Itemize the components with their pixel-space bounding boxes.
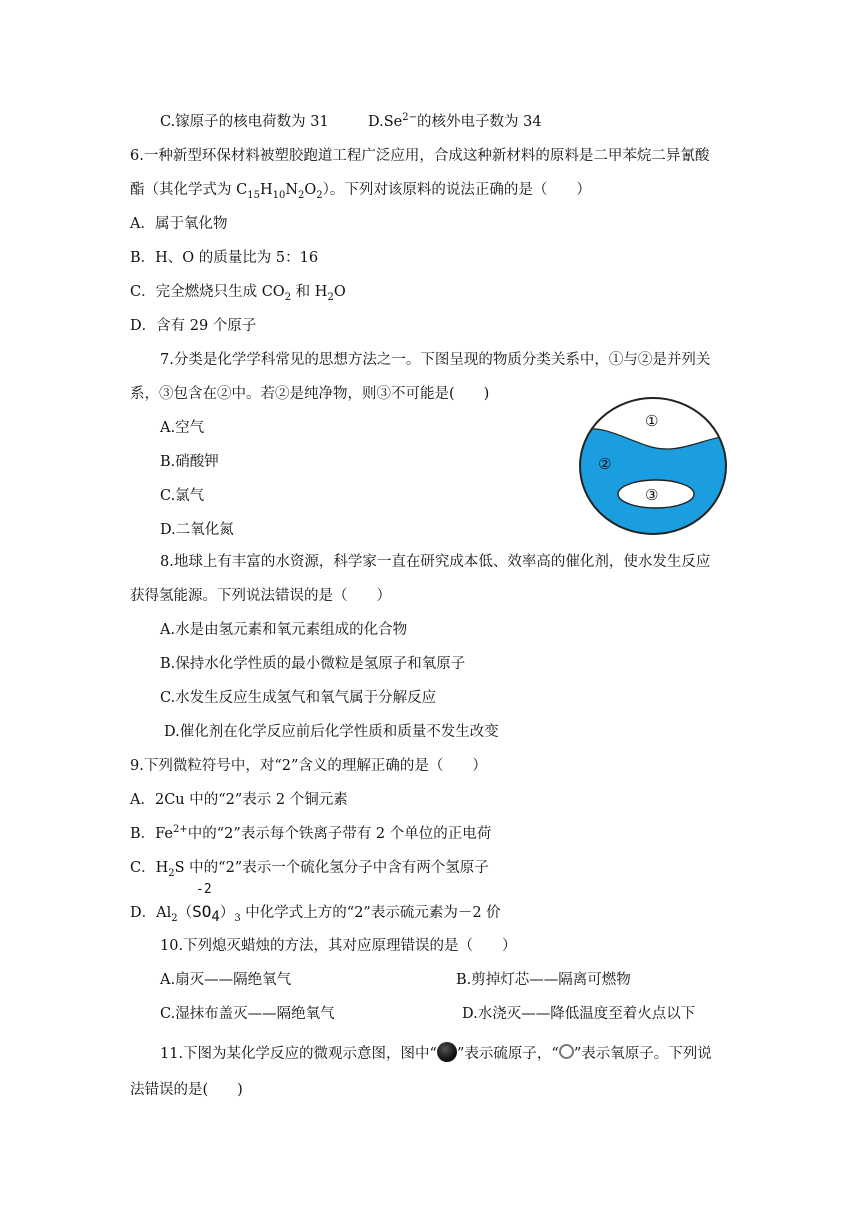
q7-option-c: C.氯气: [160, 488, 205, 504]
sulfur-atom-icon: [437, 1042, 457, 1062]
q7-option-a: A.空气: [160, 420, 205, 436]
label-2: ②: [598, 455, 612, 473]
q5-option-d: $D.Se^{2-}$的核外电子数为 34: [368, 112, 542, 130]
q7-option-b: B.硝酸钾: [160, 454, 219, 470]
q8-stem-line1: 8.地球上有丰富的水资源，科学家一直在研究成本低、效率高的催化剂，使水发生反应: [160, 554, 711, 570]
q9-option-b: B．$Fe^{2+}$中的“2”表示每个铁离子带有 2 个单位的正电荷: [130, 824, 492, 842]
q9-option-a: A．2Cu 中的“2”表示 2 个铜元素: [130, 792, 348, 808]
oxygen-atom-icon: [559, 1044, 574, 1059]
q5-option-c: C.镓原子的核电荷数为 31: [160, 114, 329, 130]
q10-option-d: D.水浇灭——降低温度至着火点以下: [462, 1006, 696, 1022]
q6-option-c: C．完全燃烧只生成 $CO_2$ 和 $H_2O$: [130, 284, 346, 303]
q9-stem: 9.下列微粒符号中，对“2”含义的理解正确的是（ ）: [130, 758, 487, 774]
q10-option-b: B.剪掉灯芯——隔离可燃物: [456, 972, 631, 988]
q9-d-overscript: -2: [196, 882, 212, 897]
q9-option-c: C．$H_2S$ 中的“2”表示一个硫化氢分子中含有两个氢原子: [130, 860, 489, 879]
q6-stem-line1: 6.一种新型环保材料被塑胶跑道工程广泛应用，合成这种新材料的原料是二甲苯烷二异氰酸: [130, 148, 710, 164]
q8-option-a: A.水是由氢元素和氧元素组成的化合物: [160, 622, 408, 638]
q8-option-b: B.保持水化学性质的最小微粒是氢原子和氧原子: [160, 656, 466, 672]
q7-stem-line1: 7.分类是化学学科常见的思想方法之一。下图呈现的物质分类关系中，①与②是并列关: [160, 352, 711, 368]
q11-stem-line2: 法错误的是( ): [130, 1082, 243, 1098]
classification-diagram: [578, 396, 728, 540]
q6-stem-line2: 酯（其化学式为 $C_{15}H_{10}N_2O_2$）。下列对该原料的说法正确的是（ ）: [130, 182, 591, 201]
q10-option-c: C.湿抹布盖灭——隔绝氧气: [160, 1006, 335, 1022]
label-3: ③: [645, 486, 659, 504]
q8-option-c: C.水发生反应生成氢气和氧气属于分解反应: [160, 690, 437, 706]
label-1: ①: [645, 412, 659, 430]
q9-option-d: D．$Al_2(SO_4)_3$ 中化学式上方的“2”表示硫元素为－2 价: [130, 902, 501, 925]
q7-stem-line2: 系，③包含在②中。若②是纯净物，则③不可能是( ): [130, 386, 490, 402]
q8-stem-line2: 获得氢能源。下列说法错误的是（ ）: [130, 588, 391, 604]
q6-option-a: A．属于氧化物: [130, 216, 228, 232]
q10-stem: 10.下列熄灭蜡烛的方法，其对应原理错误的是（ ）: [160, 938, 517, 954]
q10-option-a: A.扇灭——隔绝氧气: [160, 972, 292, 988]
q6-option-d: D．含有 29 个原子: [130, 318, 257, 334]
q6-option-b: B．H、O 的质量比为 5：16: [130, 250, 319, 266]
q11-stem-line1: 11.下图为某化学反应的微观示意图，图中“ ”表示硫原子，“ ”表示氧原子。下列说: [160, 1042, 712, 1064]
q7-option-d: D.二氧化氮: [160, 522, 234, 538]
q8-option-d: D.催化剂在化学反应前后化学性质和质量不发生改变: [164, 724, 499, 740]
